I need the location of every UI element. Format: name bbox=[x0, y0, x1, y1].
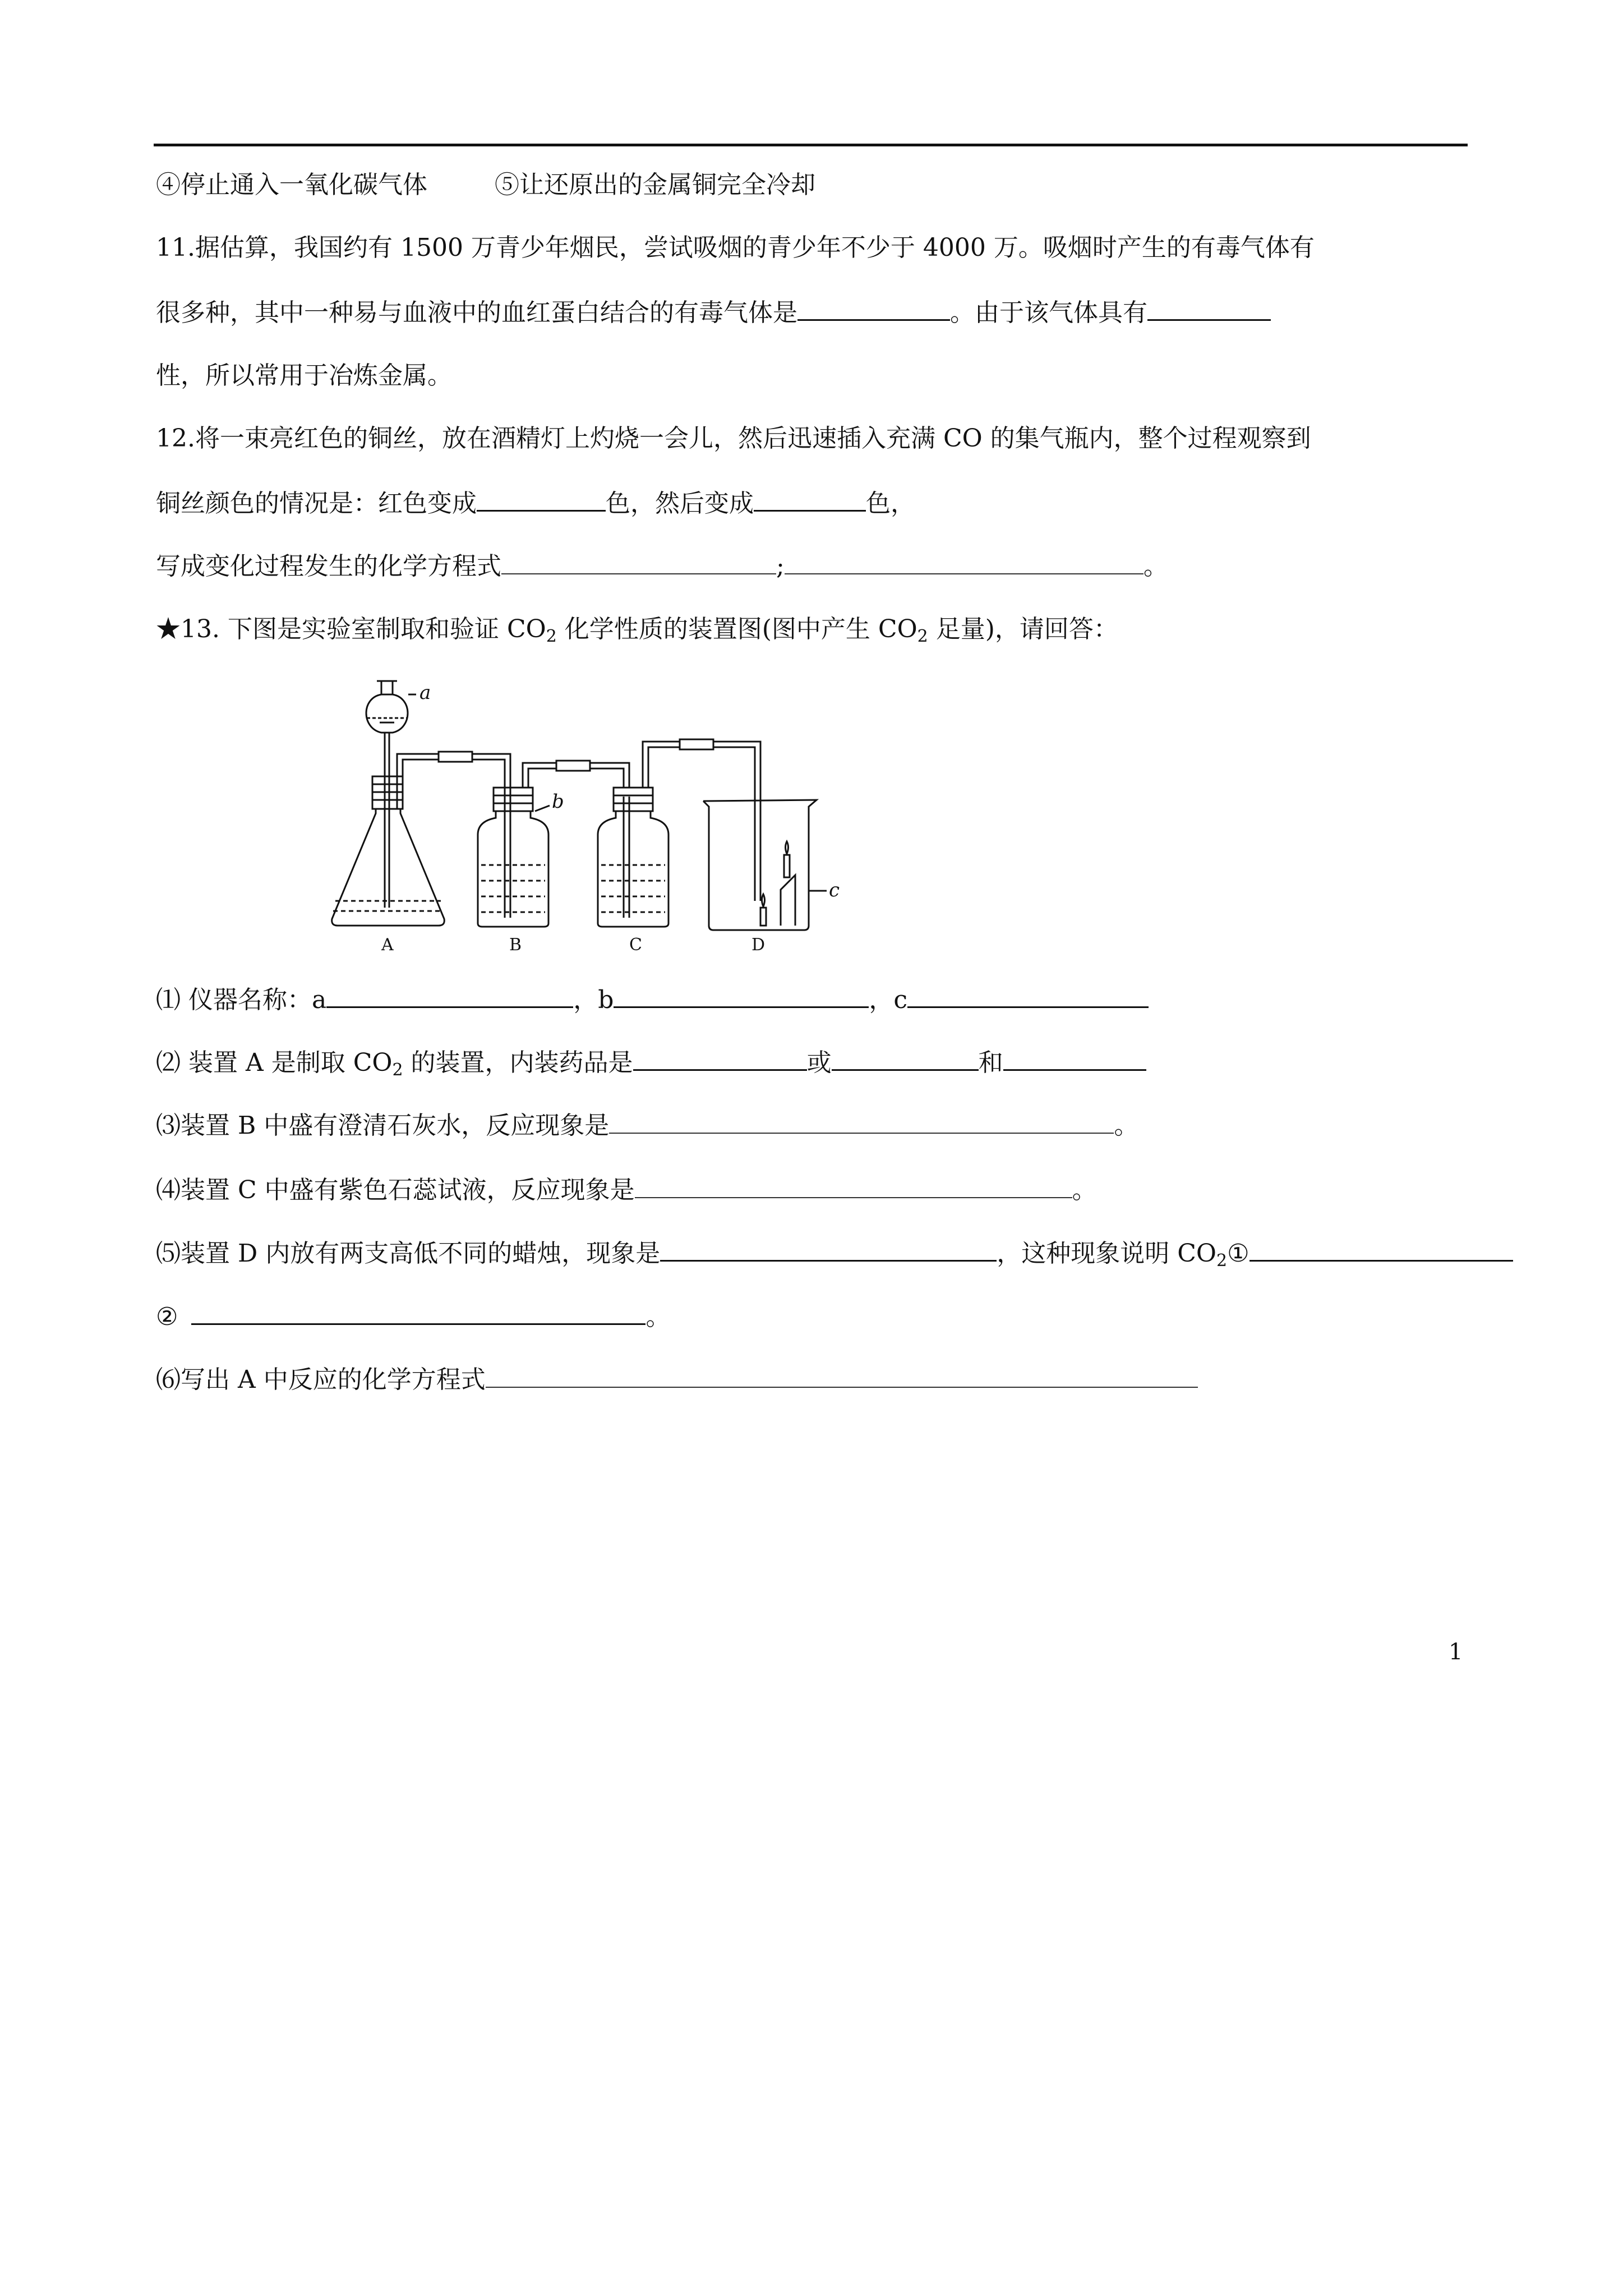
funnel-neck bbox=[381, 681, 393, 694]
candle-step bbox=[781, 875, 795, 926]
q12-text-3a: 写成变化过程发生的化学方程式 bbox=[156, 552, 501, 581]
q11-line-1 bbox=[156, 231, 1315, 265]
q13-sub-1: 2 bbox=[546, 627, 557, 646]
q12-text-2a: 铜丝颜色的情况是：红色变成 bbox=[156, 489, 477, 518]
part-2-text-a: ⑵ 装置 A 是制取 CO bbox=[156, 1048, 393, 1077]
part-2-text-e: 和 bbox=[978, 1048, 1003, 1077]
funnel-bulb bbox=[366, 694, 408, 733]
q12-line-2 bbox=[156, 485, 915, 521]
part-5-text-a: ⑸装置 D 内放有两支高低不同的蜡烛，现象是 bbox=[156, 1239, 661, 1268]
label-A: A bbox=[381, 935, 394, 953]
part-5-sub: 2 bbox=[1216, 1251, 1228, 1271]
part-4-text-b: 。 bbox=[1072, 1176, 1097, 1204]
q12-blank-color-2[interactable] bbox=[754, 485, 866, 512]
bottle-c bbox=[598, 811, 668, 927]
q12-blank-equation-1[interactable] bbox=[501, 549, 776, 574]
part-3-blank[interactable] bbox=[609, 1108, 1114, 1134]
q13-sub-2: 2 bbox=[917, 627, 928, 646]
candle-short bbox=[760, 908, 766, 926]
part-3-line bbox=[156, 1108, 1138, 1143]
part-1-blank-a[interactable] bbox=[326, 982, 573, 1008]
apparatus-diagram bbox=[321, 666, 859, 953]
q12-text-2b: 色，然后变成 bbox=[606, 489, 754, 518]
part-1-text-a: ⑴ 仪器名称：a bbox=[156, 986, 327, 1014]
part-4-text-a: ⑷装置 C 中盛有紫色石蕊试液，反应现象是 bbox=[156, 1176, 635, 1204]
q12-blank-color-1[interactable] bbox=[477, 485, 606, 512]
candle-tall bbox=[784, 855, 790, 877]
label-C: C bbox=[629, 935, 642, 953]
part-1-blank-b[interactable] bbox=[614, 982, 869, 1008]
q11-text-2b: 。由于该气体具有 bbox=[950, 298, 1147, 327]
line-steps bbox=[156, 168, 815, 202]
part-4-line bbox=[156, 1172, 1097, 1207]
part-2-blank-3[interactable] bbox=[1003, 1045, 1146, 1071]
q12-line-1 bbox=[156, 422, 1311, 455]
part-2-text-d: 或 bbox=[806, 1048, 832, 1077]
part-2-line bbox=[156, 1045, 1146, 1087]
part-5-line bbox=[156, 1235, 1513, 1278]
label-c: c bbox=[829, 879, 840, 901]
q12-text-3b: ; bbox=[776, 552, 785, 581]
q13-text-e: 足量)，请回答： bbox=[928, 615, 1118, 643]
part-5-blank-2[interactable] bbox=[191, 1299, 645, 1325]
label-b: b bbox=[552, 790, 564, 813]
step-5-text: ⑤让还原出的金属铜完全冷却 bbox=[495, 171, 815, 199]
part-5-text-e: ② bbox=[156, 1303, 178, 1331]
label-D: D bbox=[751, 935, 766, 953]
q11-line-2 bbox=[156, 295, 1271, 330]
part-1-blank-c[interactable] bbox=[907, 982, 1149, 1008]
q13-text-c: 化学性质的装置图(图中产生 CO bbox=[556, 615, 917, 643]
part-5-line-2 bbox=[156, 1299, 670, 1334]
flask-a bbox=[332, 809, 445, 926]
part-5-text-f: 。 bbox=[645, 1303, 671, 1331]
part-4-blank[interactable] bbox=[635, 1172, 1072, 1198]
part-2-blank-2[interactable] bbox=[832, 1045, 979, 1071]
q13-line-1 bbox=[156, 613, 1118, 654]
part-1-line bbox=[156, 982, 1149, 1017]
page-number: 1 bbox=[1449, 1639, 1463, 1665]
q11-text-1: 11.据估算，我国约有 1500 万青少年烟民，尝试吸烟的青少年不少于 4000 万。吸烟时产生的有毒气体有 bbox=[156, 233, 1315, 262]
part-1-text-c: ，c bbox=[869, 986, 908, 1014]
part-5-text-d: ① bbox=[1227, 1239, 1249, 1268]
q11-line-3 bbox=[156, 359, 452, 393]
q12-text-3c: 。 bbox=[1143, 552, 1168, 581]
q12-blank-equation-2[interactable] bbox=[785, 549, 1144, 574]
q12-line-3 bbox=[156, 549, 1168, 583]
q11-blank-gas[interactable] bbox=[797, 295, 950, 321]
part-5-blank-phenomenon[interactable] bbox=[660, 1235, 997, 1262]
part-1-text-b: ，b bbox=[573, 986, 614, 1014]
step-4-text: ④停止通入一氧化碳气体 bbox=[156, 171, 427, 199]
stopper-c bbox=[614, 788, 653, 811]
stopper-b bbox=[494, 788, 533, 811]
q12-text-2c: 色， bbox=[866, 489, 915, 518]
part-3-text-b: 。 bbox=[1114, 1111, 1139, 1140]
q11-text-3: 性，所以常用于冶炼金属。 bbox=[156, 361, 452, 390]
label-B: B bbox=[509, 935, 522, 953]
q11-blank-property[interactable] bbox=[1147, 295, 1271, 321]
part-2-text-c: 的装置，内装药品是 bbox=[403, 1048, 633, 1077]
q12-text-1: 12.将一束亮红色的铜丝，放在酒精灯上灼烧一会儿，然后迅速插入充满 CO 的集气瓶内，整个过程观察到 bbox=[156, 424, 1311, 453]
part-6-text-a: ⑹写出 A 中反应的化学方程式 bbox=[156, 1365, 486, 1394]
part-6-blank[interactable] bbox=[486, 1362, 1198, 1388]
part-2-blank-1[interactable] bbox=[633, 1045, 807, 1071]
part-5-text-b: ，这种现象说明 CO bbox=[997, 1239, 1216, 1268]
q13-text-a: ★13. 下图是实验室制取和验证 CO bbox=[156, 615, 546, 643]
part-5-blank-1[interactable] bbox=[1249, 1235, 1513, 1262]
part-6-line bbox=[156, 1362, 1198, 1397]
part-3-text-a: ⑶装置 B 中盛有澄清石灰水，反应现象是 bbox=[156, 1111, 610, 1140]
bottle-b bbox=[478, 811, 548, 927]
q11-text-2a: 很多种，其中一种易与血液中的血红蛋白结合的有毒气体是 bbox=[156, 298, 797, 327]
header-rule bbox=[154, 144, 1468, 146]
label-a: a bbox=[419, 682, 431, 704]
part-2-sub: 2 bbox=[392, 1060, 403, 1080]
